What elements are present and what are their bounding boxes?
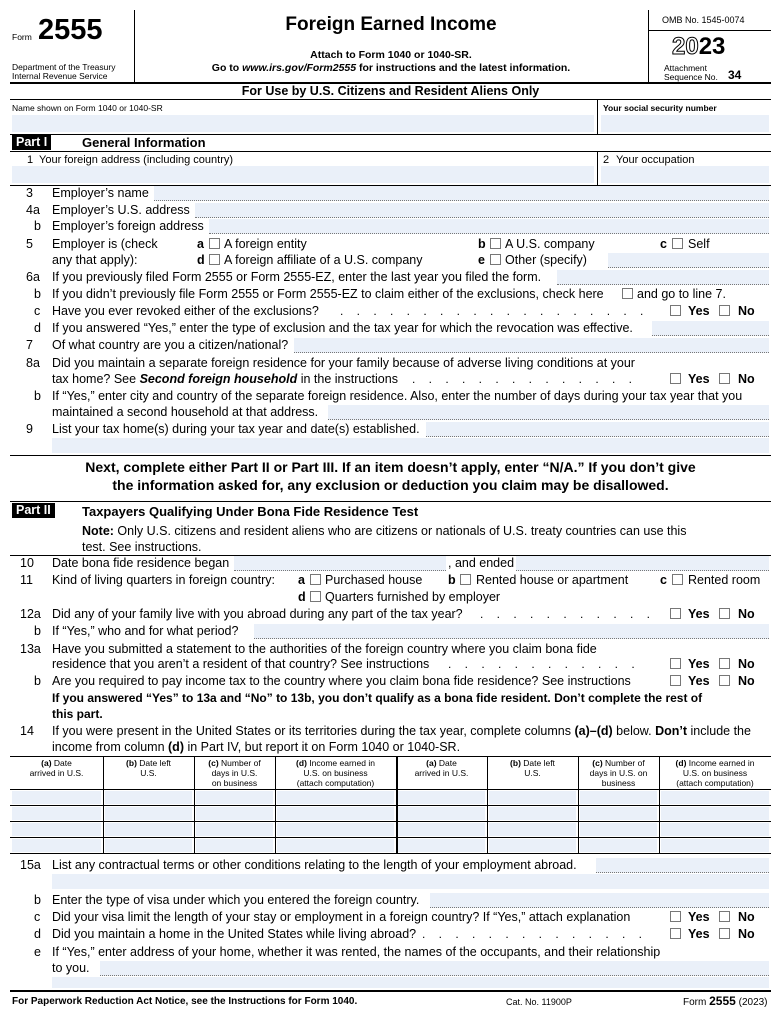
line5c-label: Self: [688, 237, 710, 251]
table-cell-r3-c6[interactable]: [489, 823, 576, 836]
tax-year: 2023: [672, 33, 726, 60]
table-cell-r3-c8[interactable]: [661, 823, 769, 836]
line5e-letter: e: [478, 253, 485, 267]
irs-url-link[interactable]: www.irs.gov/Form2555: [242, 62, 357, 74]
line15d-label: Did you maintain a home in the United States while living abroad?: [52, 927, 417, 941]
table-header-col-1: (a) Date arrived in U.S.: [29, 758, 84, 778]
table-cell-r1-c3[interactable]: [196, 791, 273, 804]
line11b-letter: b: [448, 573, 456, 587]
line3-label: Employer’s name: [52, 186, 149, 200]
line8b-label2: maintained a second household at that address.: [52, 405, 319, 419]
table-cell-r2-c4[interactable]: [277, 807, 394, 820]
table-cell-r4-c1[interactable]: [12, 839, 101, 852]
part2-label: Part II: [12, 503, 55, 518]
no-label: No: [738, 372, 755, 386]
us-home-no-checkbox[interactable]: [719, 928, 730, 939]
table-header-col-5: (a) Date arrived in U.S.: [414, 758, 469, 778]
line11d-letter: d: [298, 590, 306, 604]
table-header-col-3: (c) Number of days in U.S. on business: [208, 758, 261, 788]
line15b-label: Enter the type of visa under which you entered the foreign country.: [52, 893, 420, 907]
no-label: No: [738, 927, 755, 941]
table-cell-r3-c5[interactable]: [398, 823, 485, 836]
line13b-label: Are you required to pay income tax to the country where you claim bona fide residence? See instructions: [52, 674, 631, 688]
table-header-col-8: (d) Income earned in U.S. on business (attach computation): [675, 758, 755, 788]
self-checkbox[interactable]: [672, 238, 683, 249]
table-cell-r4-c3[interactable]: [196, 839, 273, 852]
yes-label: Yes: [688, 927, 710, 941]
table-cell-r2-c8[interactable]: [661, 807, 769, 820]
line7-label: Of what country are you a citizen/national?: [52, 338, 289, 352]
rented-room-checkbox[interactable]: [672, 574, 683, 585]
table-cell-r2-c6[interactable]: [489, 807, 576, 820]
line8a-label1: Did you maintain a separate foreign residence for your family because of adverse living conditions at your: [52, 356, 635, 370]
part1-title: General Information: [82, 135, 206, 150]
visa-limit-no-checkbox[interactable]: [719, 911, 730, 922]
separate-residence-no-checkbox[interactable]: [719, 373, 730, 384]
employer-name-input[interactable]: [154, 186, 769, 201]
line6d-num: d: [34, 321, 41, 335]
line15c-num: c: [34, 910, 41, 924]
dept-line2: Internal Revenue Service: [12, 71, 108, 81]
line1-label: Your foreign address (including country): [39, 154, 234, 166]
table-cell-r3-c3[interactable]: [196, 823, 273, 836]
line10-num: 10: [20, 556, 34, 570]
contract-terms-input[interactable]: [596, 858, 769, 873]
employer-quarters-checkbox[interactable]: [310, 591, 321, 602]
yes-label: Yes: [688, 657, 710, 671]
line12a-num: 12a: [20, 607, 41, 621]
table-cell-r2-c5[interactable]: [398, 807, 485, 820]
sequence-number: 34: [728, 68, 742, 82]
line6c-label: Have you ever revoked either of the exclusions?: [52, 304, 319, 318]
line15e-label1: If “Yes,” enter address of your home, whether it was rented, the names of the occupants, and their relationship: [52, 945, 661, 959]
line5b-letter: b: [478, 237, 486, 251]
line14-label2: income from column (d) in Part IV, but report it on Form 1040 or 1040-SR.: [52, 740, 461, 754]
form-word: Form: [12, 32, 32, 42]
table-cell-r4-c4[interactable]: [277, 839, 394, 852]
family-abroad-yes-checkbox[interactable]: [670, 608, 681, 619]
line14-label1: If you were present in the United States or its territories during the tax year, complete columns (a)–(d) below. Don’t include the: [52, 724, 751, 738]
yes-label: Yes: [688, 372, 710, 386]
line5d-label: A foreign affiliate of a U.S. company: [224, 253, 423, 267]
table-cell-r3-c7[interactable]: [580, 823, 657, 836]
line5d-letter: d: [197, 253, 205, 267]
not-previously-filed-checkbox[interactable]: [622, 288, 633, 299]
line15d-num: d: [34, 927, 41, 941]
table-cell-r1-c5[interactable]: [398, 791, 485, 804]
family-abroad-no-checkbox[interactable]: [719, 608, 730, 619]
line12b-num: b: [34, 624, 41, 638]
us-home-address-input-2[interactable]: [52, 977, 769, 988]
line14-num: 14: [20, 724, 34, 738]
line6b-num: b: [34, 287, 41, 301]
no-label: No: [738, 607, 755, 621]
line10-ended: , and ended: [448, 556, 515, 570]
footer-notice: For Paperwork Reduction Act Notice, see the Instructions for Form 1040.: [12, 996, 358, 1007]
occupation-input[interactable]: [601, 166, 769, 183]
line13a-label2: residence that you aren’t a resident of that country? See instructions: [52, 657, 430, 671]
part2-note1: Note: Only U.S. citizens and resident aliens who are citizens or nationals of U.S. treaty countries can use this: [82, 524, 687, 538]
line5a-letter: a: [197, 237, 204, 251]
line13a-label1: Have you submitted a statement to the authorities of the foreign country where you claim bona fide: [52, 642, 597, 656]
line5a-label: A foreign entity: [224, 237, 307, 251]
table-cell-r4-c8[interactable]: [661, 839, 769, 852]
table-cell-r4-c2[interactable]: [105, 839, 192, 852]
second-household-input[interactable]: [328, 405, 769, 420]
line8b-label1: If “Yes,” enter city and country of the separate foreign residence. Also, enter the number of days during your tax year that you: [52, 389, 743, 403]
table-cell-r1-c7[interactable]: [580, 791, 657, 804]
line2-num: 2: [603, 154, 610, 166]
line7-num: 7: [26, 338, 33, 352]
revoked-no-checkbox[interactable]: [719, 305, 730, 316]
line4b-label: Employer’s foreign address: [52, 219, 204, 233]
yes-label: Yes: [688, 304, 710, 318]
visa-limit-yes-checkbox[interactable]: [670, 911, 681, 922]
foreign-affiliate-checkbox[interactable]: [209, 254, 220, 265]
residence-ended-input[interactable]: [516, 556, 769, 571]
table-cell-r1-c6[interactable]: [489, 791, 576, 804]
yes-label: Yes: [688, 910, 710, 924]
no-label: No: [738, 657, 755, 671]
statement-no-checkbox[interactable]: [719, 658, 730, 669]
table-header-col-7: (c) Number of days in U.S. on business: [589, 758, 648, 788]
line4a-num: 4a: [26, 203, 40, 217]
line15a-label: List any contractual terms or other conditions relating to the length of your employment abroad.: [52, 858, 577, 872]
table-header-col-2: (b) Date left U.S.: [126, 758, 171, 778]
line3-num: 3: [26, 186, 33, 200]
table-cell-r1-c1[interactable]: [12, 791, 101, 804]
line13b-num: b: [34, 674, 41, 688]
line11a-label: Purchased house: [325, 573, 423, 587]
line6c-num: c: [34, 304, 41, 318]
line4b-num: b: [34, 219, 41, 233]
name-input[interactable]: [12, 115, 594, 132]
family-who-input[interactable]: [254, 624, 769, 639]
pay-tax-yes-checkbox[interactable]: [670, 675, 681, 686]
other-checkbox[interactable]: [490, 254, 501, 265]
table-cell-r1-c2[interactable]: [105, 791, 192, 804]
line15a-num: 15a: [20, 858, 41, 872]
table-cell-r3-c1[interactable]: [12, 823, 101, 836]
line4a-label: Employer’s U.S. address: [52, 203, 190, 217]
table-cell-r2-c7[interactable]: [580, 807, 657, 820]
us-home-yes-checkbox[interactable]: [670, 928, 681, 939]
line8b-num: b: [34, 389, 41, 403]
footer-cat: Cat. No. 11900P: [506, 997, 572, 1007]
goto-line: Go to www.irs.gov/Form2555 for instructions and the latest information.: [211, 62, 571, 74]
line6b-post: and go to line 7.: [637, 287, 726, 301]
revocation-type-input[interactable]: [652, 321, 769, 336]
employer-foreign-address-input[interactable]: [209, 219, 769, 234]
citizenship-input[interactable]: [294, 338, 769, 353]
line15b-num: b: [34, 893, 41, 907]
rented-house-checkbox[interactable]: [460, 574, 471, 585]
yes-label: Yes: [688, 607, 710, 621]
tax-home-input-2[interactable]: [52, 438, 769, 453]
attachment-label: Attachment: [664, 63, 707, 73]
table-header-col-4: (d) Income earned in U.S. on business (attach computation): [296, 758, 375, 788]
foreign-entity-checkbox[interactable]: [209, 238, 220, 249]
table-cell-r3-c4[interactable]: [277, 823, 394, 836]
line11-label: Kind of living quarters in foreign country:: [52, 573, 276, 587]
line9-label: List your tax home(s) during your tax year and date(s) established.: [52, 422, 420, 436]
line12a-label: Did any of your family live with you abroad during any part of the tax year?: [52, 607, 463, 621]
form-title: Foreign Earned Income: [285, 14, 497, 35]
line5-label2: any that apply):: [52, 253, 138, 267]
line15e-num: e: [34, 945, 41, 959]
separate-residence-yes-checkbox[interactable]: [670, 373, 681, 384]
purchased-house-checkbox[interactable]: [310, 574, 321, 585]
last-year-filed-input[interactable]: [557, 270, 769, 285]
line6b-label: If you didn’t previously file Form 2555 or Form 2555-EZ to claim either of the exclusions, check here: [52, 287, 604, 301]
warning-line1: If you answered “Yes” to 13a and “No” to 13b, you don’t qualify as a bona fide resident. Don’t complete the rest of: [52, 691, 703, 705]
form-number: 2555: [38, 14, 103, 46]
use-line: For Use by U.S. Citizens and Resident Aliens Only: [241, 84, 540, 98]
line11b-label: Rented house or apartment: [476, 573, 629, 587]
part2-note2: test. See instructions.: [82, 540, 202, 554]
pay-tax-no-checkbox[interactable]: [719, 675, 730, 686]
other-specify-input[interactable]: [608, 253, 769, 268]
foreign-address-input[interactable]: [12, 166, 594, 183]
line11c-letter: c: [660, 573, 667, 587]
line12b-label: If “Yes,” who and for what period?: [52, 624, 239, 638]
line5-num: 5: [26, 237, 33, 251]
line11a-letter: a: [298, 573, 305, 587]
us-company-checkbox[interactable]: [490, 238, 501, 249]
omb-number: OMB No. 1545-0074: [662, 15, 745, 25]
table-cell-r4-c7[interactable]: [580, 839, 657, 852]
table-cell-r4-c5[interactable]: [398, 839, 485, 852]
line5-label1: Employer is (check: [52, 237, 158, 251]
line5c-letter: c: [660, 237, 667, 251]
table-cell-r3-c2[interactable]: [105, 823, 192, 836]
line6a-num: 6a: [26, 270, 40, 284]
no-label: No: [738, 304, 755, 318]
line15e-label2: to you.: [52, 961, 90, 975]
table-cell-r4-c6[interactable]: [489, 839, 576, 852]
line11-num: 11: [20, 573, 33, 587]
table-header-col-6: (b) Date left U.S.: [510, 758, 555, 778]
instruction-line1: Next, complete either Part II or Part III. If an item doesn’t apply, enter “N/A.” If you don’t give: [85, 459, 696, 475]
line11c-label: Rented room: [688, 573, 761, 587]
yes-label: Yes: [688, 674, 710, 688]
residence-began-input[interactable]: [234, 556, 446, 571]
line1-num: 1: [27, 154, 34, 166]
no-label: No: [738, 910, 755, 924]
visa-type-input[interactable]: [430, 893, 769, 908]
name-label: Name shown on Form 1040 or 1040-SR: [12, 103, 163, 113]
line10-label: Date bona fide residence began: [52, 556, 230, 570]
line5e-label: Other (specify): [505, 253, 587, 267]
revoked-yes-checkbox[interactable]: [670, 305, 681, 316]
line11d-label: Quarters furnished by employer: [325, 590, 501, 604]
line6a-label: If you previously filed Form 2555 or Form 2555-EZ, enter the last year you filed the form.: [52, 270, 542, 284]
line8a-label2: tax home? See Second foreign household in the instructions: [52, 372, 398, 386]
attach-line: Attach to Form 1040 or 1040-SR.: [310, 49, 472, 61]
line2-label: Your occupation: [616, 154, 695, 166]
dept-line1: Department of the Treasury: [12, 62, 116, 72]
line13a-num: 13a: [20, 642, 41, 656]
ssn-input[interactable]: [601, 115, 769, 132]
contract-terms-input-2[interactable]: [52, 874, 769, 889]
footer-form: Form 2555 (2023): [683, 994, 768, 1008]
part1-label: Part I: [12, 135, 51, 150]
statement-yes-checkbox[interactable]: [670, 658, 681, 669]
sequence-label: Sequence No.: [664, 72, 718, 82]
us-home-address-input[interactable]: [100, 961, 769, 976]
warning-line2: this part.: [52, 707, 103, 721]
no-label: No: [738, 674, 755, 688]
table-cell-r2-c3[interactable]: [196, 807, 273, 820]
line6d-label: If you answered “Yes,” enter the type of exclusion and the tax year for which the revocation was effective.: [52, 321, 633, 335]
employer-us-address-input[interactable]: [195, 203, 769, 218]
table-cell-r1-c8[interactable]: [661, 791, 769, 804]
line5b-label: A U.S. company: [505, 237, 595, 251]
line9-num: 9: [26, 422, 33, 436]
line8a-num: 8a: [26, 356, 40, 370]
ssn-label: Your social security number: [603, 103, 717, 113]
table-cell-r1-c4[interactable]: [277, 791, 394, 804]
table-cell-r2-c1[interactable]: [12, 807, 101, 820]
instruction-line2: the information asked for, any exclusion or deduction you claim may be disallowed.: [112, 477, 669, 493]
tax-home-input[interactable]: [426, 422, 769, 437]
table-cell-r2-c2[interactable]: [105, 807, 192, 820]
line15c-label: Did your visa limit the length of your stay or employment in a foreign country? If “Yes,” attach explanation: [52, 910, 631, 924]
part2-title: Taxpayers Qualifying Under Bona Fide Residence Test: [82, 504, 419, 519]
